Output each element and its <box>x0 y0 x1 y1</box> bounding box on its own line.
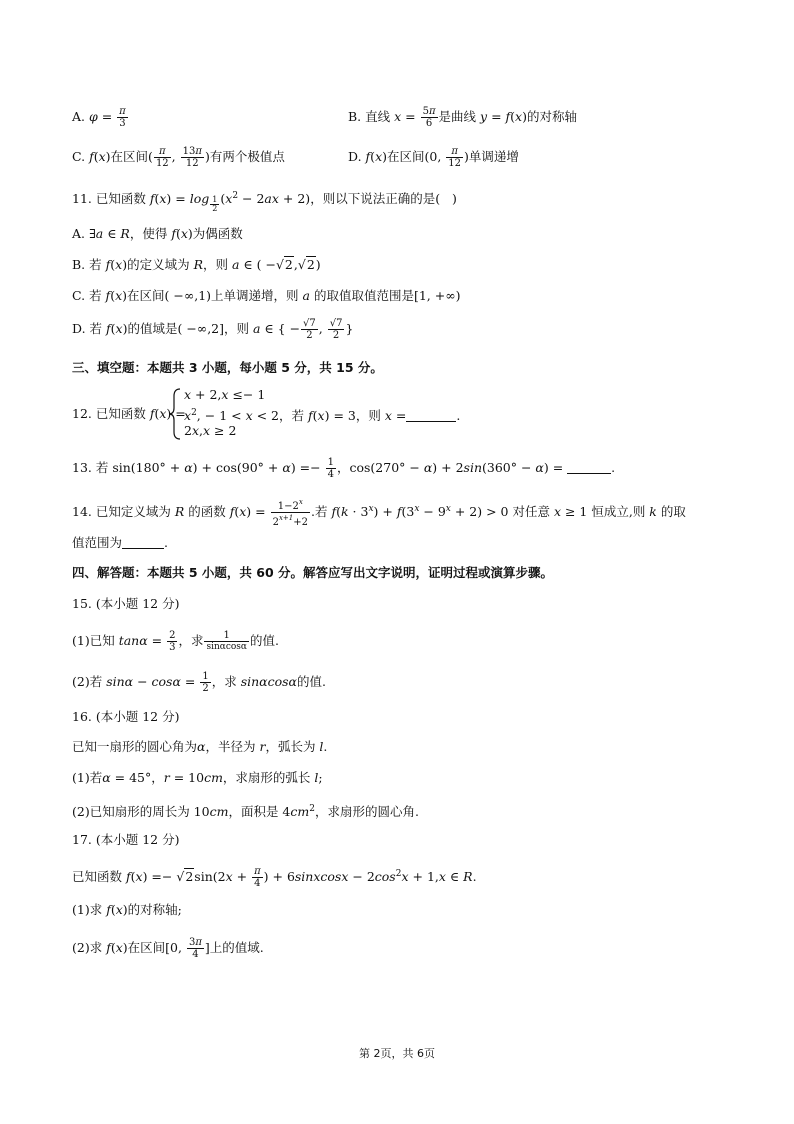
page-footer: 第 2页，共 6页 <box>359 1047 435 1060</box>
q12-case-1: x + 2,x ≤− 1 <box>184 387 266 402</box>
q16-heading: 16. (本小题 12 分) <box>72 709 180 724</box>
q17-heading: 17. (本小题 12 分) <box>72 832 180 847</box>
q16-part-2: (2)已知扇形的周长为 10cm，面积是 $4cm^2$，求扇形的圆心角. <box>72 804 419 819</box>
section-4-heading: 四、解答题：本题共 5 小题，共 60 分。解答应写出文字说明，证明过程或演算步骤。 <box>72 565 554 580</box>
q11-stem: 11. 已知函数 f(x) = log $_{\frac{1}{2}}$ $(x^2 - 2ax + 2)$，则以下说法正确的是( ) <box>72 191 457 213</box>
piecewise-brace <box>168 388 182 440</box>
q15-part-1: (1)已知 tanα = $\frac{2}{3}$ ，求 $\frac{1}{\sin\alpha\cos\alpha}$ 的值. <box>72 630 279 653</box>
q10-option-d: D. f(x)在区间(0, $\frac{\pi}{12}$ )单调递增 <box>348 146 519 169</box>
q11-option-d: D. 若 f(x)的值域是( −∞,2]，则 a ∈ { − $\frac{√7}{2}$ , $\frac{√7}{2}$ } <box>72 318 354 341</box>
q16-stem: 已知一扇形的圆心角为α，半径为 r，弧长为 l. <box>72 739 328 754</box>
q11-option-a: A. ∃a ∈ R，使得 f(x)为偶函数 <box>72 226 243 241</box>
q12-case-3: 2x,x ≥ 2 <box>184 423 237 438</box>
q10-option-b: B. 直线 x = $\frac{5\pi}{6}$ 是曲线 y = f(x)的对称轴 <box>348 106 577 129</box>
q14-stem: 14. 已知定义域为 R 的函数 f(x) = $\frac{1-2^x}{2^{x+1}+2}$ .若 $f(k \cdot 3^x) + f(3^x - 9^x + 2) > 0$ 对任意 x ≥ 1 恒成立,则 k 的取 <box>72 498 686 528</box>
q12-stem: 12. 已知函数 f(x) = <box>72 406 186 421</box>
q11-option-b: B. 若 f(x)的定义域为 R，则 a ∈ ( −√2,√2) <box>72 257 321 272</box>
q14-continued: 值范围为 . <box>72 535 168 550</box>
q17-stem: 已知函数 f(x) =− √2sin(2x + $\frac{\pi}{4}$ ) + 6sinxcosx − $2\cos^2x + 1,x$ ∈ R. <box>72 866 477 889</box>
q17-part-1: (1)求 f(x)的对称轴; <box>72 902 182 917</box>
q12-case-2: $x^2$, − 1 < x < 2，若 f(x) = 3，则 x = . <box>184 408 461 423</box>
q15-part-2: (2)若 sinα − cosα = $\frac{1}{2}$ ，求 sinαcosα的值. <box>72 671 326 694</box>
q13-stem: 13. 若 sin(180° + α) + cos(90° + α) =− $\frac{1}{4}$ ，cos(270° − α) + 2sin(360° − α) = . <box>72 457 616 480</box>
q10-option-a: A. φ = $\frac{\pi}{3}$ <box>72 106 126 129</box>
q17-part-2: (2)求 f(x)在区间[0, $\frac{3\pi}{4}$ ]上的值域. <box>72 937 264 960</box>
q16-part-1: (1)若α = 45°，r = 10cm，求扇形的弧长 l; <box>72 770 323 785</box>
q10-option-c: C. f(x)在区间( $\frac{\pi}{12}$ , $\frac{13\pi}{12}$ )有两个极值点 <box>72 146 285 169</box>
q11-option-c: C. 若 f(x)在区间( −∞,1)上单调递增，则 a 的取值取值范围是[1, +∞) <box>72 288 461 303</box>
q15-heading: 15. (本小题 12 分) <box>72 596 180 611</box>
section-3-heading: 三、填空题：本题共 3 小题，每小题 5 分，共 15 分。 <box>72 360 383 375</box>
